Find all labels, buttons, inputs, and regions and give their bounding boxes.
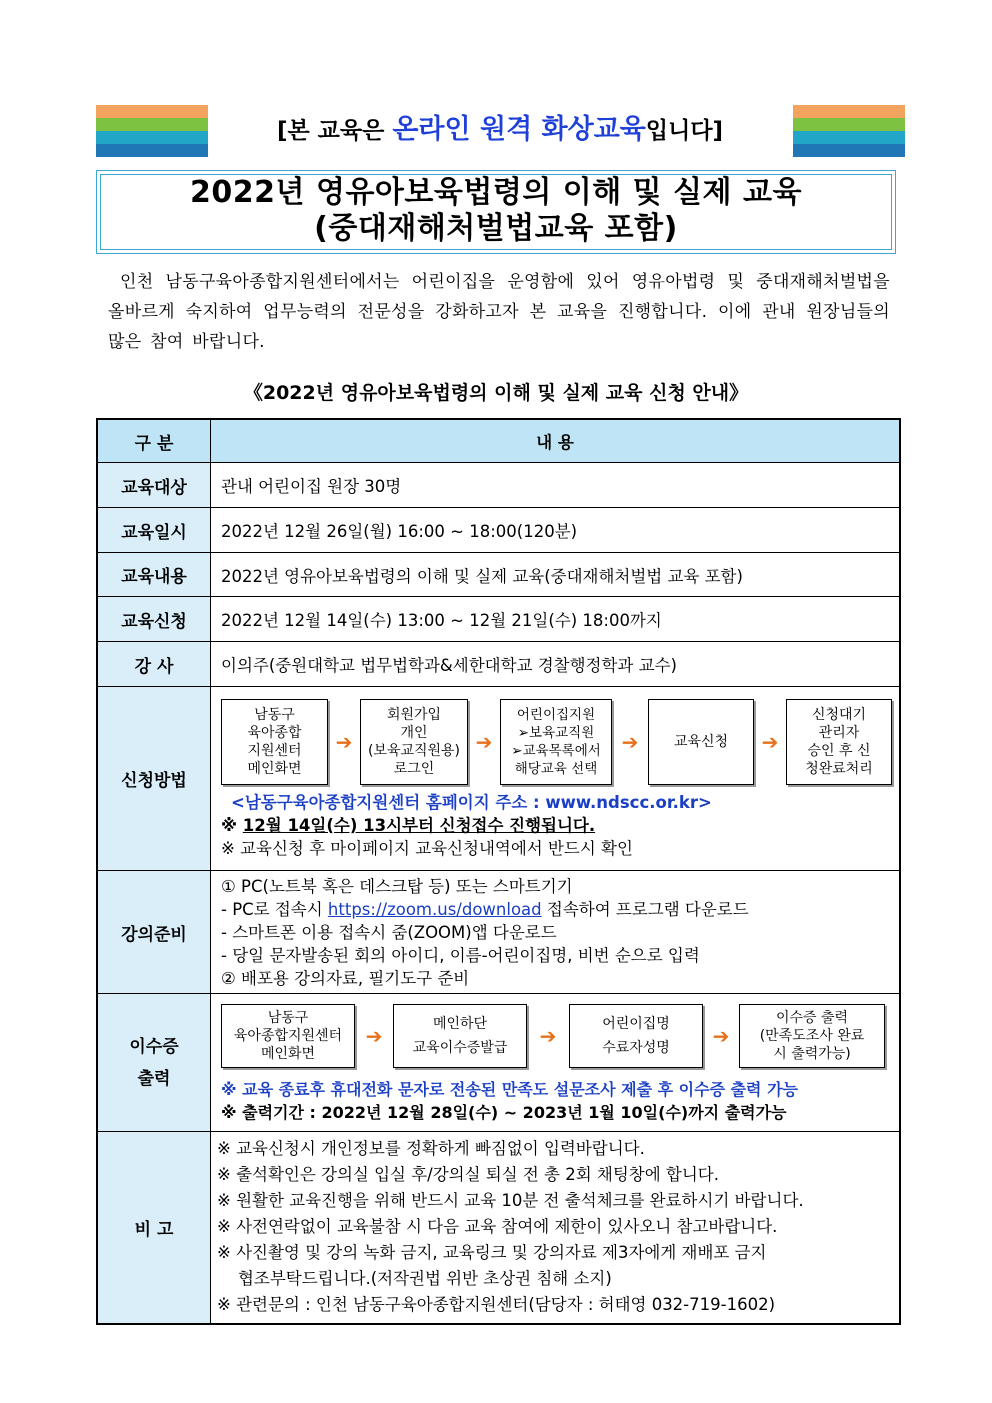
prep-line-5: ② 배포용 강의자료, 필기도구 준비 [221,968,470,988]
arrow-icon: ➔ [365,1023,383,1048]
table-row-cert [97,994,900,1132]
row-label: 비 고 [97,1132,211,1324]
row-label: 교육대상 [97,463,211,508]
row-label: 강의준비 [97,871,211,994]
table-row-prep [97,871,900,994]
method-step-1: 남동구 육아종합 지원센터 메인화면 [221,699,328,785]
decorative-stripe-right [793,105,905,157]
remark-line: ※ 관련문의 : 인천 남동구육아종합지원센터(담당자 : 허태영 032-719-1602) [217,1295,776,1315]
prep-line-3: - 스마트폰 이용 접속시 줌(ZOOM)앱 다운로드 [221,922,557,942]
table-row-content [97,553,900,597]
title-line-1: 2022년 영유아보육법령의 이해 및 실제 교육 [190,175,802,210]
row-label: 교육내용 [97,553,211,597]
arrow-icon: ➔ [539,1023,557,1048]
notice-heading: 《2022년 영유아보육법령의 이해 및 실제 교육 신청 안내》 [243,382,749,404]
table-row-method [97,687,900,871]
row-value: 2022년 영유아보육법령의 이해 및 실제 교육(중대재해처벌법 교육 포함) [211,553,901,597]
online-banner [210,112,790,149]
remark-line: ※ 사전연락없이 교육불참 시 다음 교육 참여에 제한이 있사오니 참고바랍니다. [217,1217,778,1237]
title-line-2: (중대재해처벌법교육 포함) [314,211,678,246]
arrow-icon: ➔ [761,730,779,754]
remark-line: ※ 원활한 교육진행을 위해 반드시 교육 10분 전 출석체크를 완료하시기 바랍니다. [217,1191,804,1211]
arrow-icon: ➔ [621,730,639,754]
prep-line-1: ① PC(노트북 혹은 데스크탑 등) 또는 스마트기기 [221,876,573,896]
row-label: 교육일시 [97,508,211,553]
method-flow [221,699,899,785]
method-step-2: 회원가입 개인 (보육교직원용) 로그인 [360,699,468,785]
row-value: 이의주(중원대학교 법무법학과&세한대학교 경찰행정학과 교수) [211,642,901,687]
method-step-5: 신청대기 관리자 승인 후 신 청완료처리 [786,699,892,785]
remark-line: ※ 사진촬영 및 강의 녹화 금지, 교육링크 및 강의자료 제3자에게 재배포 금지 [217,1243,767,1263]
row-label: 이수증 출력 [97,994,211,1132]
cert-step-4: 이수증 출력 (만족도조사 완료 시 출력가능) [739,1004,885,1068]
row-label: 강 사 [97,642,211,687]
row-value: 2022년 12월 26일(월) 16:00 ~ 18:00(120분) [211,508,901,553]
method-step-3: 어린이집지원 ➢보육교직원 ➢교육목록에서 해당교육 선택 [500,699,612,785]
arrow-icon: ➔ [475,730,493,754]
table-row-apply [97,597,900,642]
info-table [96,418,901,1325]
table-header-row [97,419,900,463]
table-row-target [97,463,900,508]
row-value: 관내 어린이집 원장 30명 [211,463,901,508]
decorative-stripe-left [96,105,208,157]
method-note-1: ※ 12월 14일(수) 13시부터 신청접수 진행됩니다. [221,816,596,835]
cert-step-3: 어린이집명 수료자성명 [569,1004,703,1068]
arrow-icon: ➔ [712,1023,730,1048]
zoom-download-link[interactable]: https://zoom.us/download [327,899,542,919]
cert-step-1: 남동구 육아종합지원센터 메인화면 [221,1004,355,1068]
table-row-lecturer [97,642,900,687]
row-value: 2022년 12월 14일(수) 13:00 ~ 12월 21일(수) 18:00까지 [211,597,901,642]
row-label: 신청방법 [97,687,211,871]
prep-line-2: - PC로 접속시 https://zoom.us/download 접속하여 프로그램 다운로드 [221,899,749,919]
remark-line: ※ 출석확인은 강의실 입실 후/강의실 퇴실 전 총 2회 채팅창에 합니다. [217,1165,719,1185]
cert-step-2: 메인하단 교육이수증발급 [393,1004,527,1068]
row-label: 교육신청 [97,597,211,642]
prep-line-4: - 당일 문자발송된 회의 아이디, 이름-어린이집명, 비번 순으로 입력 [221,945,700,965]
banner-post: 입니다] [645,118,724,144]
banner-highlight: 온라인 원격 화상교육 [392,114,646,145]
header-col1: 구 분 [97,419,211,463]
method-note-2: ※ 교육신청 후 마이페이지 교육신청내역에서 반드시 확인 [221,839,633,858]
remark-line: 협조부탁드립니다.(저작권법 위반 초상권 침해 소지) [217,1269,612,1289]
header-col2: 내 용 [211,419,901,463]
cert-note-2: ※ 출력기간 : 2022년 12월 28일(수) ~ 2023년 1월 10일(수)까지 출력가능 [221,1102,787,1122]
intro-paragraph: 인천 남동구육아종합지원센터에서는 어린이집을 운영함에 있어 영유아법령 및 중대재해처벌법을 올바르게 숙지하여 업무능력의 전문성을 강화하고자 본 교육을 진행합니다. 이에 관내 원장님들의 많은 참여 바랍니다. [108,272,890,352]
title-box [96,170,896,254]
method-step-4: 교육신청 [648,699,754,785]
banner-pre: [본 교육은 [276,118,393,144]
cert-flow [221,1004,899,1068]
remark-line: ※ 교육신청시 개인정보를 정확하게 빠짐없이 입력바랍니다. [217,1139,645,1159]
table-row-datetime [97,508,900,553]
arrow-icon: ➔ [335,730,353,754]
homepage-address: <남동구육아종합지원센터 홈페이지 주소 : www.ndscc.or.kr> [231,793,712,812]
cert-note-1: ※ 교육 종료후 휴대전화 문자로 전송된 만족도 설문조사 제출 후 이수증 출력 가능 [221,1079,798,1099]
table-row-remarks [97,1132,900,1324]
